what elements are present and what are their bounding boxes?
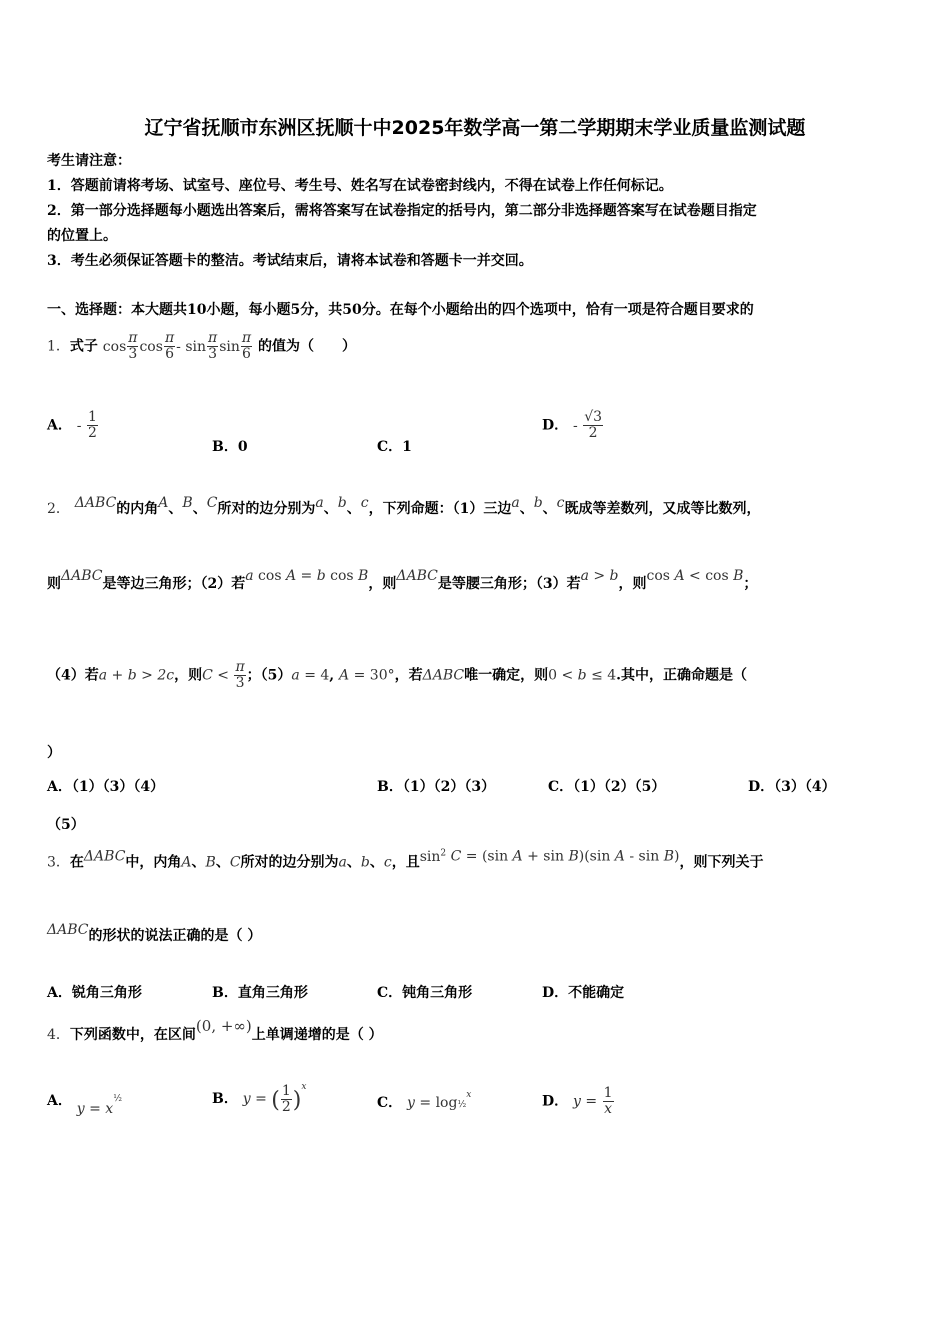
section-heading: 一、选择题：本大题共10小题，每小题5分，共50分。在每个小题给出的四个选项中，恰有一项是符合题目要求的	[47, 302, 754, 318]
question-1	[47, 331, 356, 362]
question-text: 式子	[69, 338, 98, 355]
option-d: D．（3）（4）	[748, 779, 836, 795]
option-d: D． y = $\frac{1}{x}$	[542, 1085, 613, 1117]
option-d: D．不能确定	[542, 985, 625, 1001]
option-d-continued: （5）	[47, 817, 85, 833]
math-expression: cos $\frac{\pi}{3}$ cos $\frac{\pi}{6}$ - sin $\frac{\pi}{3}$ sin $\frac{\pi}{6}$	[102, 330, 252, 362]
question-4: 4．下列函数中，在区间(0, +∞)上单调递增的是（ ）	[47, 1017, 383, 1043]
question-2-line-3: （4）若a + b > 2c，则C < $\frac{\pi}{3}$ ；（5）a = 4, A = 30°，若ΔABC唯一确定，则0 < b ≤ 4.其中，正确命题是（	[47, 659, 748, 691]
question-3-line-1: 3．在ΔABC中，内角A、B、C所对的边分别为a、b、c，且$\sin^2 C = (\sin$ A + sin B)(sin A - sin B)，则下列关于	[47, 848, 764, 871]
notice-item-2: 2．第一部分选择题每小题选出答案后，需将答案写在试卷指定的括号内，第二部分非选择题答案写在试卷题目指定	[47, 203, 757, 219]
option-a: A．（1）（3）（4）	[47, 779, 165, 795]
option-b: B． y = ( $\frac{1}{2}$ )$^x$	[212, 1082, 307, 1115]
question-2-line-2: 则ΔABC是等边三角形；（2）若a cos A = b cos B，则ΔABC是等腰三角形；（3）若a > b，则cos A < cos B；	[47, 568, 758, 592]
notice-item-3: 3．考生必须保证答题卡的整洁。考试结束后，请将本试卷和答题卡一并交回。	[47, 253, 533, 269]
question-text: 的值为（ ）	[257, 338, 356, 355]
math-expression: - $\frac{√3}{2}$	[573, 409, 603, 441]
notice-item-1: 1．答题前请将考场、试室号、座位号、考生号、姓名写在试卷密封线内，不得在试卷上作任何标记。	[47, 178, 673, 194]
question-2-line-1: 2． ΔABC的内角A、B、C所对的边分别为a、b、c，下列命题：（1）三边a、b、c既成等差数列，又成等比数列，	[47, 495, 761, 517]
option-c: C．（1）（2）（5）	[548, 779, 666, 795]
question-2-line-4: ）	[47, 745, 61, 761]
option-c: C．1	[377, 439, 412, 455]
option-c: C． y = log½$^x$	[377, 1090, 472, 1111]
question-number: 1．	[47, 338, 70, 355]
option-b: B．0	[212, 439, 248, 455]
option-b: B．直角三角形	[212, 985, 308, 1001]
page-title: 辽宁省抚顺市东洲区抚顺十中2025年数学高一第二学期期末学业质量监测试题	[144, 117, 806, 139]
option-a: A． $y = x^{\frac{1}{2}}$	[47, 1093, 122, 1117]
option-a: A．锐角三角形	[47, 985, 142, 1001]
option-a: A． - $\frac{1}{2}$	[47, 409, 97, 441]
notice-item-2-cont: 的位置上。	[47, 228, 117, 244]
notice-heading: 考生请注意：	[47, 153, 131, 169]
option-b: B．（1）（2）（3）	[377, 779, 496, 795]
option-c: C．钝角三角形	[377, 985, 473, 1001]
question-3-line-2: ΔABC的形状的说法正确的是（ ）	[47, 922, 262, 944]
option-d: D． - $\frac{√3}{2}$	[542, 409, 603, 441]
math-expression: - $\frac{1}{2}$	[76, 409, 97, 441]
